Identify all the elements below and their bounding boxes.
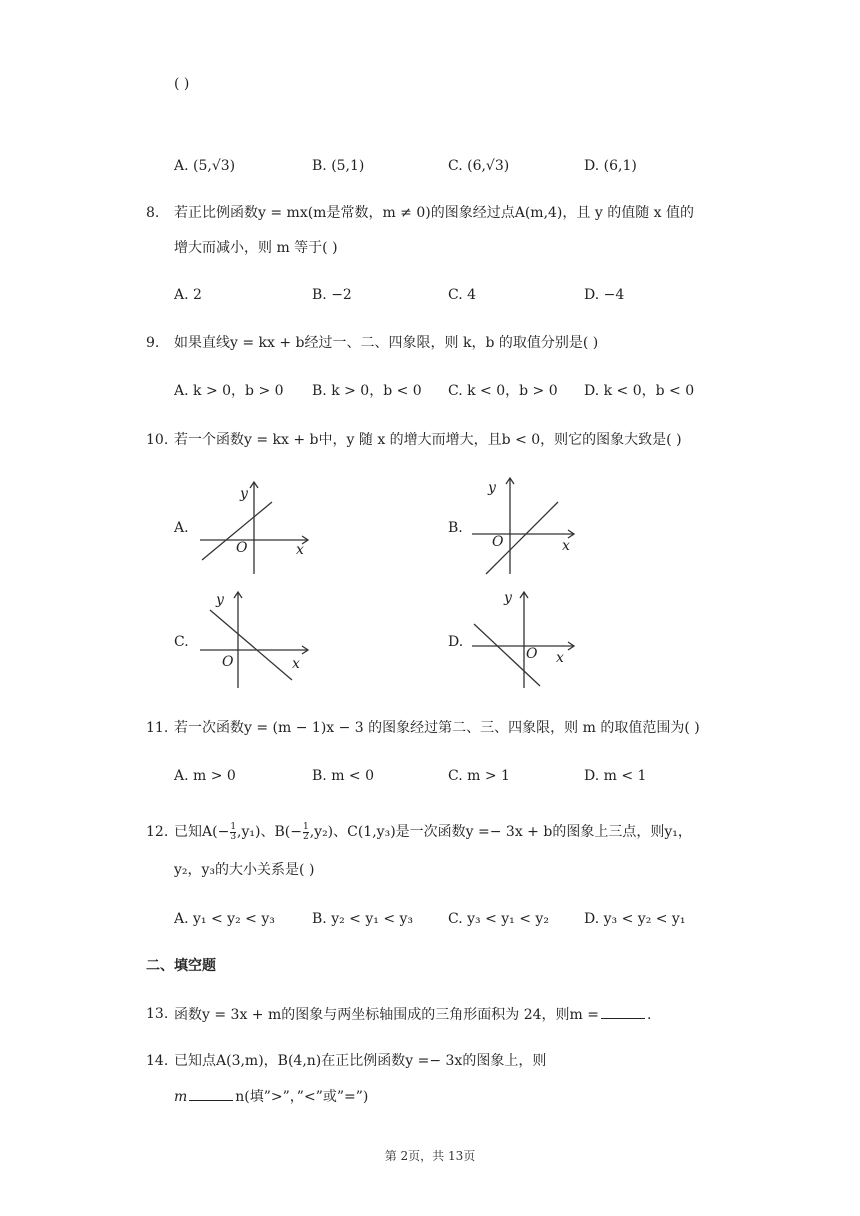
q11-option-c: C. m > 1 <box>448 768 510 784</box>
graph-c-x-label: x <box>292 656 300 672</box>
q7-option-d: D. (6,1) <box>584 158 637 174</box>
page-footer: 第 2页，共 13页 <box>384 1149 476 1163</box>
q12-number: 12. <box>146 824 169 840</box>
q12-option-c: C. y₃ < y₁ < y₂ <box>448 911 549 927</box>
q11-option-d: D. m < 1 <box>584 768 647 784</box>
graph-d-x-label: x <box>556 650 564 666</box>
q7-option-c: C. (6,√3) <box>448 158 510 174</box>
graph-b-origin-label: O <box>492 534 504 550</box>
q8-stem-line1: 若正比例函数y = mx(m是常数，m ≠ 0)的图象经过点A(m,4)，且 y 的值随 x 值的 <box>174 205 694 221</box>
q14-text-before: m <box>174 1089 188 1105</box>
graph-c-y-label: y <box>216 592 224 608</box>
q10-stem-line1: 若一个函数y = kx + b中，y 随 x 的增大而增大，且b < 0，则它的图象大致是( ) <box>174 432 682 448</box>
q12-option-b: B. y₂ < y₁ < y₃ <box>312 911 414 927</box>
q14-number: 14. <box>146 1053 169 1069</box>
q14-answer-blank[interactable] <box>189 1086 233 1101</box>
q9-stem-line1: 如果直线y = kx + b经过一、二、四象限，则 k，b 的取值分别是( ) <box>174 335 599 351</box>
q11-number: 11. <box>146 720 169 736</box>
q14-stem-line2 <box>174 1086 368 1107</box>
q12-stem-line1: 已知A(− $\frac{1}{3}$ ,y₁)、B(− $\frac{1}{2}$ ,y₂)、C(1,y₃)是一次函数y =− 3x + b的图象上三点，则y₁， <box>174 821 692 842</box>
q12-mid: ,y₁)、B( <box>237 824 291 840</box>
q8-stem-line2: 增大而减小，则 m 等于( ) <box>174 240 338 256</box>
q11-option-a: A. m > 0 <box>174 768 236 784</box>
q12-fraction-1 <box>230 823 236 842</box>
graph-c <box>196 588 314 692</box>
q12-stem-line2: y₂，y₃的大小关系是( ) <box>174 862 315 878</box>
q8-number: 8. <box>146 205 160 221</box>
q11-stem-line1: 若一次函数y = (m − 1)x − 3 的图象经过第二、三、四象限，则 m 的取值范围为( ) <box>174 720 700 736</box>
graph-a-origin-label: O <box>236 540 248 556</box>
q9-option-b: B. k > 0，b < 0 <box>312 383 422 399</box>
q12-option-a: A. y₁ < y₂ < y₃ <box>174 911 275 927</box>
q12-fraction-1-num: 1 <box>230 821 237 832</box>
q7-option-b: B. (5,1) <box>312 158 365 174</box>
graph-a-x-label: x <box>296 542 304 558</box>
q13-text-after: . <box>646 1007 652 1023</box>
q8-option-b: B. −2 <box>312 287 352 303</box>
graph-d-label: D. <box>448 634 464 650</box>
question-7-bracket: ( ) <box>174 76 190 92</box>
q13-stem <box>174 1004 651 1025</box>
graph-d-y-label: y <box>504 590 512 606</box>
graph-d-origin-label: O <box>526 646 538 662</box>
q8-option-c: C. 4 <box>448 287 477 303</box>
q14-stem-line1: 已知点A(3,m)，B(4,n)在正比例函数y =− 3x的图象上，则 <box>174 1053 547 1069</box>
graph-b <box>468 474 584 578</box>
graph-b-label: B. <box>448 520 463 536</box>
q12-fraction-2-den: 2 <box>302 831 309 842</box>
q12-fraction-2-num: 1 <box>302 821 309 832</box>
q13-answer-blank[interactable] <box>601 1004 645 1019</box>
graph-d <box>468 588 584 692</box>
q11-option-b: B. m < 0 <box>312 768 375 784</box>
q12-option-d: D. y₃ < y₂ < y₁ <box>584 911 686 927</box>
q12-rest: ,y₂)、C(1,y₃)是一次函数y =− 3x + b的图象上三点，则y₁， <box>309 824 692 840</box>
q13-text-before: 函数y = 3x + m的图象与两坐标轴围成的三角形面积为 24，则m = <box>174 1007 599 1023</box>
q9-option-a: A. k > 0，b > 0 <box>174 383 284 399</box>
graph-c-label: C. <box>174 634 189 650</box>
q12-fraction-2 <box>303 823 309 842</box>
graph-a-y-label: y <box>240 486 248 502</box>
q8-option-a: A. 2 <box>174 287 202 303</box>
q13-number: 13. <box>146 1006 169 1022</box>
graph-b-y-label: y <box>488 480 496 496</box>
q14-text-after: n(填”>”，”<”或”=”) <box>235 1089 369 1105</box>
q10-number: 10. <box>146 432 169 448</box>
q9-option-d: D. k < 0，b < 0 <box>584 383 695 399</box>
q9-option-c: C. k < 0，b > 0 <box>448 383 558 399</box>
section-heading-fill-in: 二、填空题 <box>146 958 216 974</box>
q9-number: 9. <box>146 335 160 351</box>
q12-fraction-1-den: 3 <box>230 831 237 842</box>
graph-b-x-label: x <box>562 538 570 554</box>
graph-a-label: A. <box>174 520 189 536</box>
q7-option-a: A. (5,√3) <box>174 158 236 174</box>
graph-a <box>196 478 316 576</box>
q12-prefix: 已知A( <box>174 824 218 840</box>
graph-c-origin-label: O <box>222 654 234 670</box>
q8-option-d: D. −4 <box>584 287 625 303</box>
